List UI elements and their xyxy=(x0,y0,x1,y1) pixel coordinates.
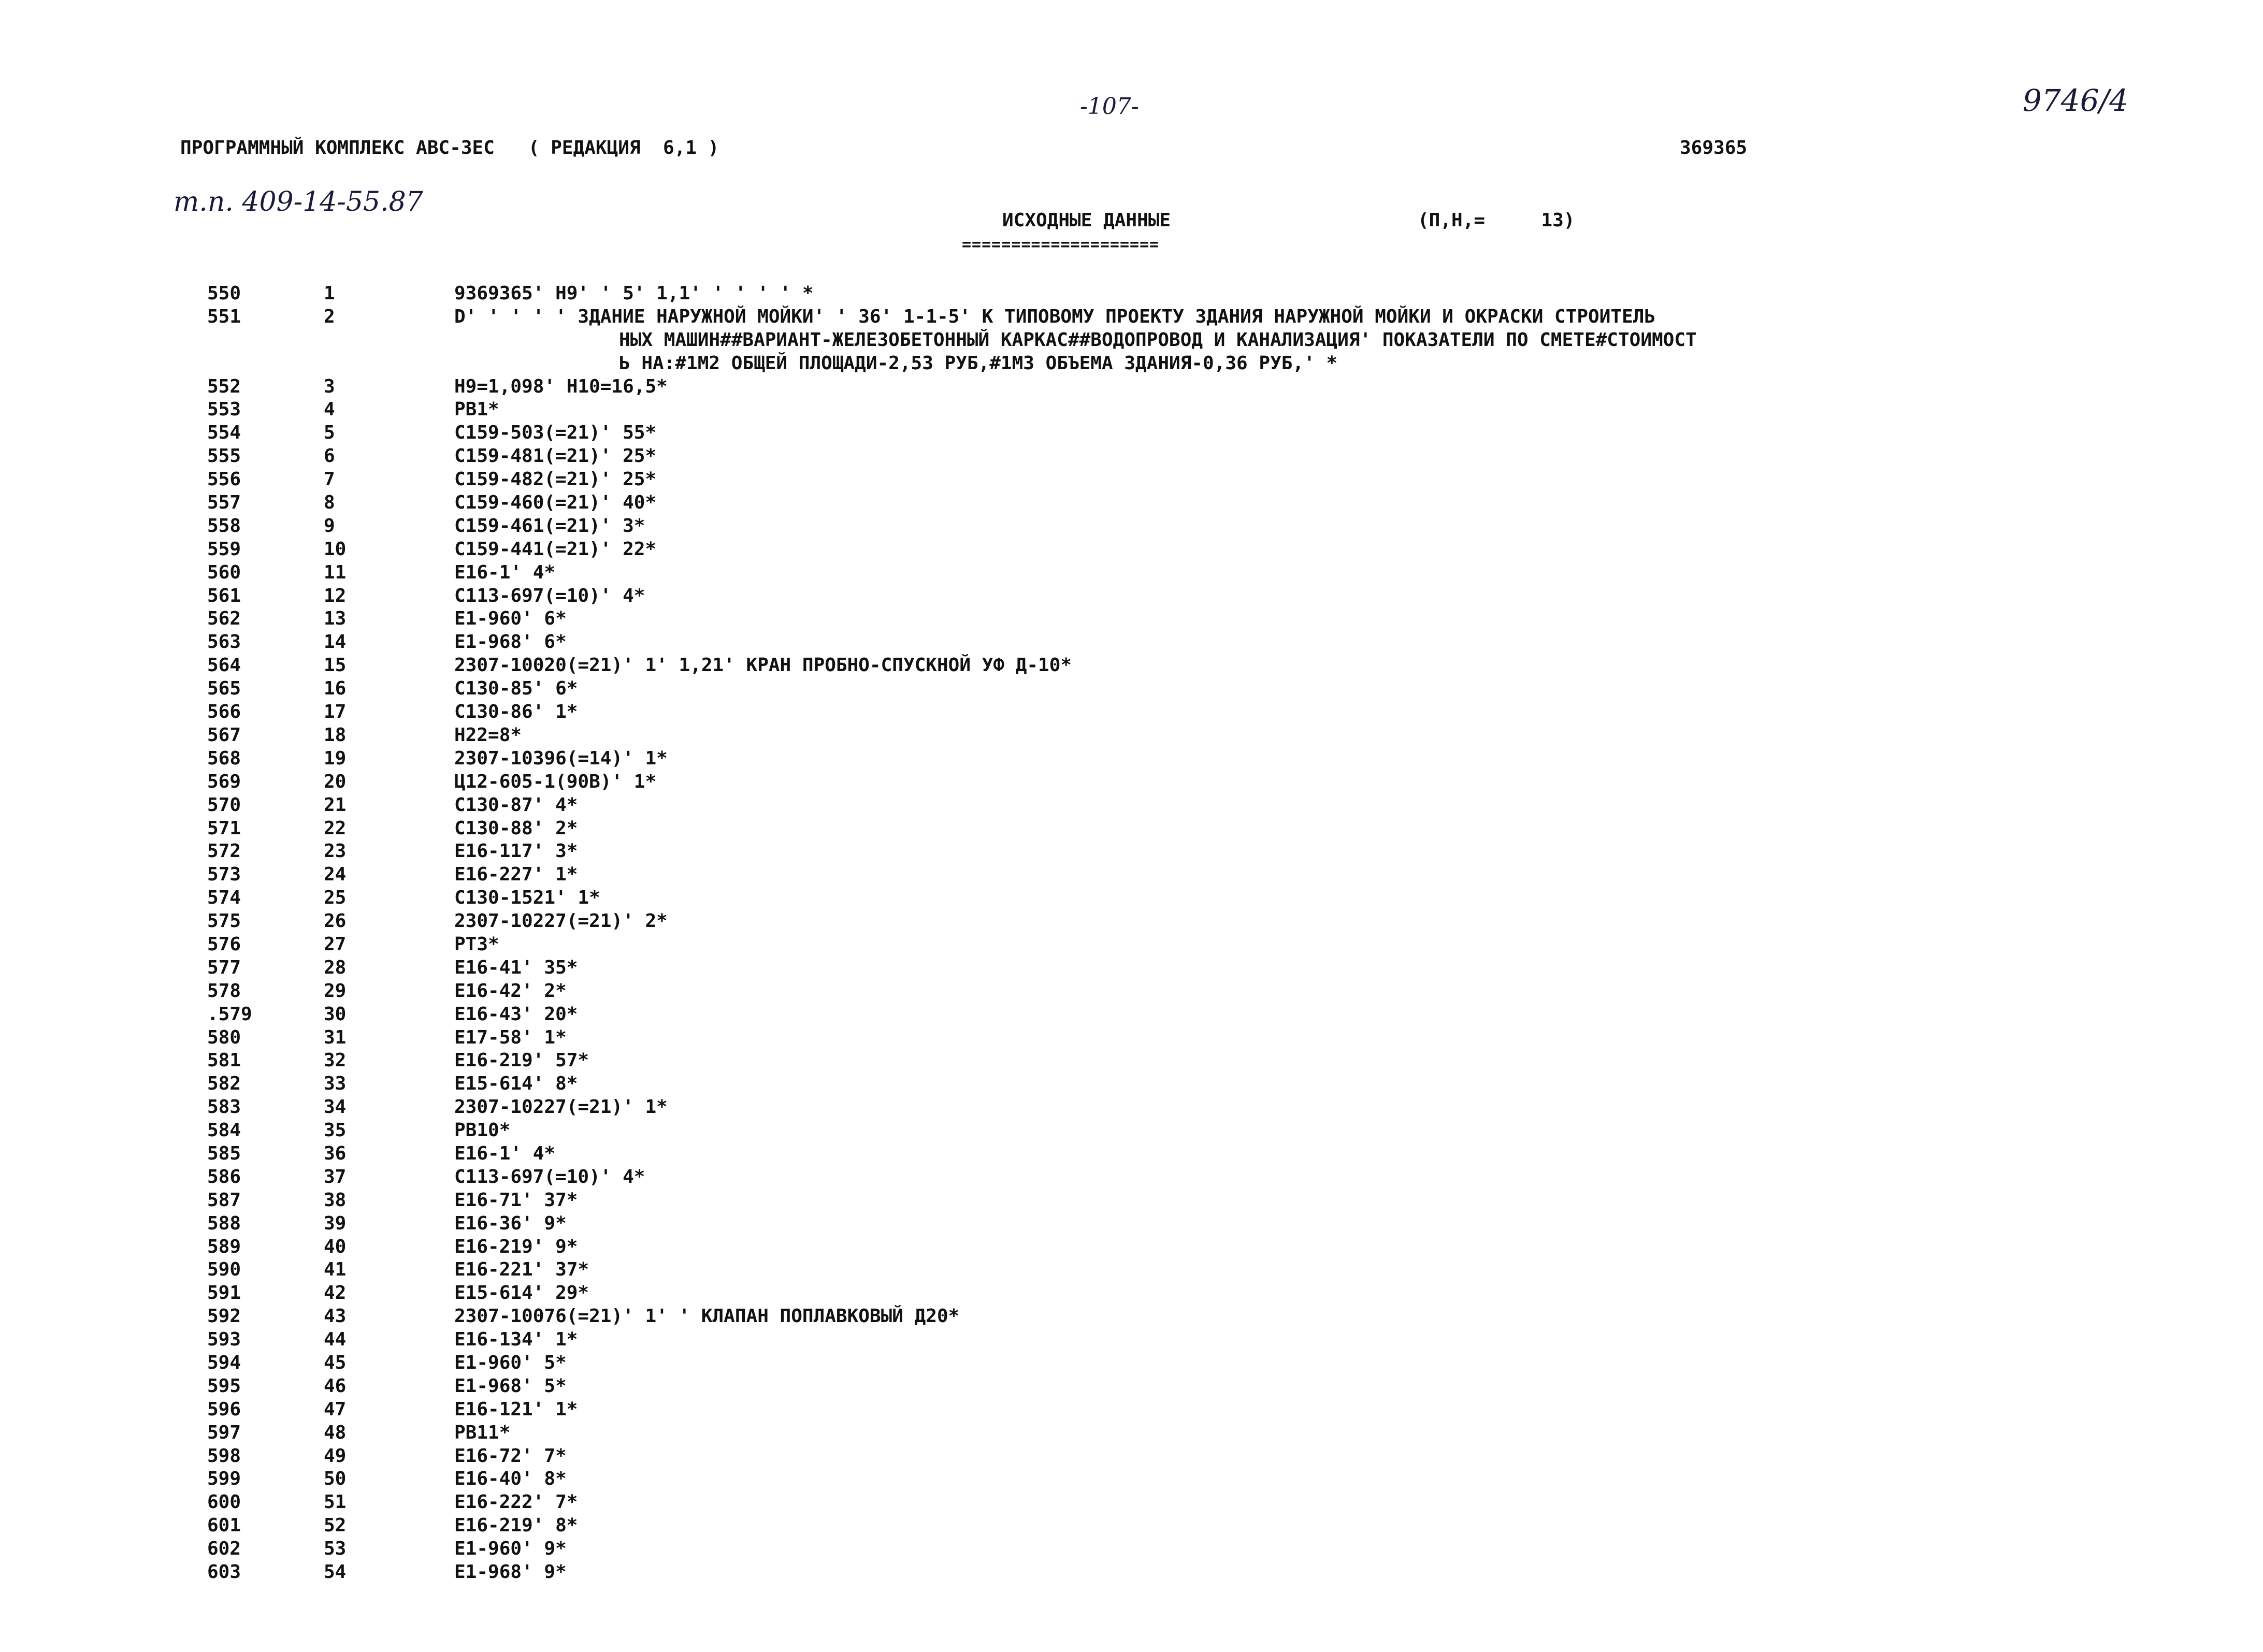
row-content: Е16-117' 3* xyxy=(454,841,578,862)
listing-row xyxy=(0,1282,2263,1305)
listing-row xyxy=(0,1445,2263,1468)
listing-row xyxy=(0,468,2263,491)
row-line-number: 18 xyxy=(324,724,347,746)
row-content: Е16-222' 7* xyxy=(454,1491,578,1513)
row-line-number: 15 xyxy=(324,655,347,676)
row-sequence-number: 561 xyxy=(207,585,241,606)
listing-row xyxy=(0,422,2263,445)
listing-row xyxy=(0,1328,2263,1352)
row-sequence-number: 569 xyxy=(207,771,241,792)
listing-row xyxy=(0,701,2263,724)
row-content: Е16-227' 1* xyxy=(454,864,578,886)
listing-row xyxy=(0,398,2263,422)
listing-row xyxy=(0,306,2263,375)
row-line-number: 28 xyxy=(324,957,347,978)
row-line-number: 22 xyxy=(324,817,347,839)
listing-row xyxy=(0,1468,2263,1491)
row-content: Е1-968' 5* xyxy=(454,1375,567,1397)
listing-row xyxy=(0,1166,2263,1189)
project-reference: т.п. 409-14-55.87 xyxy=(174,186,423,218)
row-sequence-number: 554 xyxy=(207,422,241,444)
row-line-number: 46 xyxy=(324,1375,347,1397)
row-line-number: 33 xyxy=(324,1073,347,1095)
row-sequence-number: 584 xyxy=(207,1120,241,1141)
row-sequence-number: 563 xyxy=(207,631,241,653)
row-content: С113-697(=10)' 4* xyxy=(454,585,645,606)
listing-row xyxy=(0,1305,2263,1328)
row-sequence-number: 595 xyxy=(207,1375,241,1397)
row-content: Е16-41' 35* xyxy=(454,957,578,978)
row-line-number: 52 xyxy=(324,1515,347,1537)
row-line-number: 45 xyxy=(324,1352,347,1373)
row-sequence-number: 598 xyxy=(207,1445,241,1467)
row-sequence-number: 568 xyxy=(207,747,241,769)
row-content: 2307-10076(=21)' 1' ' КЛАПАН ПОПЛАВКОВЫЙ Д20* xyxy=(454,1306,960,1327)
row-line-number: 27 xyxy=(324,933,347,955)
row-content: Е16-72' 7* xyxy=(454,1445,567,1467)
row-sequence-number: 571 xyxy=(207,817,241,839)
listing-row xyxy=(0,631,2263,654)
listing-row xyxy=(0,375,2263,399)
row-sequence-number: 592 xyxy=(207,1306,241,1327)
row-sequence-number: 588 xyxy=(207,1212,241,1234)
row-sequence-number: 603 xyxy=(207,1561,241,1583)
row-sequence-number: 586 xyxy=(207,1166,241,1187)
row-content: Е1-960' 9* xyxy=(454,1538,567,1560)
listing-row xyxy=(0,1096,2263,1119)
row-sequence-number: 597 xyxy=(207,1422,241,1443)
listing-row xyxy=(0,747,2263,771)
row-line-number: 44 xyxy=(324,1329,347,1351)
row-line-number: 42 xyxy=(324,1282,347,1304)
listing-row xyxy=(0,1491,2263,1514)
listing-row xyxy=(0,817,2263,841)
row-line-number: 16 xyxy=(324,678,347,700)
row-content-continuation: НЫХ МАШИН##ВАРИАНТ-ЖЕЛЕЗОБЕТОННЫЙ КАРКАС##ВОДОПРОВОД И КАНАЛИЗАЦИЯ' ПОКАЗАТЕЛИ ПО СМЕТЕ#СТОИМОСТ xyxy=(619,329,1697,351)
row-line-number: 49 xyxy=(324,1445,347,1467)
listing-row xyxy=(0,585,2263,608)
row-sequence-number: 555 xyxy=(207,445,241,467)
listing-row xyxy=(0,1561,2263,1584)
listing-row xyxy=(0,771,2263,794)
row-content: 2307-10227(=21)' 2* xyxy=(454,910,668,932)
listing-row xyxy=(0,282,2263,306)
row-sequence-number: 590 xyxy=(207,1259,241,1281)
row-sequence-number: 573 xyxy=(207,864,241,886)
row-sequence-number: 583 xyxy=(207,1096,241,1118)
row-sequence-number: 557 xyxy=(207,492,241,514)
row-content: 9369365' Н9' ' 5' 1,1' ' ' ' ' * xyxy=(454,283,814,304)
row-sequence-number: 560 xyxy=(207,561,241,583)
listing-row xyxy=(0,1422,2263,1445)
row-sequence-number: 562 xyxy=(207,608,241,630)
row-sequence-number: 596 xyxy=(207,1398,241,1420)
row-content: Е16-219' 9* xyxy=(454,1236,578,1257)
row-sequence-number: 570 xyxy=(207,794,241,816)
listing-row xyxy=(0,491,2263,515)
listing-row xyxy=(0,887,2263,910)
row-line-number: 14 xyxy=(324,631,347,653)
row-line-number: 13 xyxy=(324,608,347,630)
row-line-number: 11 xyxy=(324,561,347,583)
row-sequence-number: 602 xyxy=(207,1538,241,1560)
row-content: Е16-1' 4* xyxy=(454,1142,556,1164)
row-sequence-number: 599 xyxy=(207,1468,241,1490)
row-sequence-number: 550 xyxy=(207,283,241,304)
row-line-number: 3 xyxy=(324,375,335,397)
corner-handwritten-note: 9746/4 xyxy=(2023,83,2129,118)
row-content: 2307-10020(=21)' 1' 1,21' КРАН ПРОБНО-СПУСКНОЙ УФ Д-10* xyxy=(454,655,1072,676)
row-line-number: 4 xyxy=(324,399,335,421)
row-line-number: 32 xyxy=(324,1050,347,1071)
listing-row xyxy=(0,654,2263,677)
listing-row xyxy=(0,1212,2263,1236)
row-line-number: 20 xyxy=(324,771,347,792)
row-content-continuation: Ь НА:#1М2 ОБЩЕЙ ПЛОЩАДИ-2,53 РУБ,#1М3 ОБЪЕМА ЗДАНИЯ-0,36 РУБ,' * xyxy=(619,352,1338,374)
row-line-number: 19 xyxy=(324,747,347,769)
listing-row xyxy=(0,957,2263,980)
row-line-number: 25 xyxy=(324,887,347,909)
row-line-number: 30 xyxy=(324,1003,347,1025)
listing-row xyxy=(0,1003,2263,1026)
listing-row xyxy=(0,1236,2263,1259)
row-content: Е16-71' 37* xyxy=(454,1189,578,1211)
row-sequence-number: 582 xyxy=(207,1073,241,1095)
row-sequence-number: 591 xyxy=(207,1282,241,1304)
row-content: С159-460(=21)' 40* xyxy=(454,492,657,514)
row-sequence-number: 572 xyxy=(207,841,241,862)
row-content: Е16-42' 2* xyxy=(454,980,567,1002)
listing-row xyxy=(0,1073,2263,1096)
row-content: Ц12-605-1(90В)' 1* xyxy=(454,771,657,792)
row-sequence-number: 593 xyxy=(207,1329,241,1351)
row-line-number: 17 xyxy=(324,701,347,723)
row-sequence-number: 580 xyxy=(207,1026,241,1048)
row-line-number: 54 xyxy=(324,1561,347,1583)
row-line-number: 2 xyxy=(324,306,335,327)
listing-row xyxy=(0,1189,2263,1212)
row-content: Е1-960' 5* xyxy=(454,1352,567,1373)
row-line-number: 9 xyxy=(324,515,335,537)
row-sequence-number: 575 xyxy=(207,910,241,932)
row-line-number: 40 xyxy=(324,1236,347,1257)
row-line-number: 50 xyxy=(324,1468,347,1490)
page-number: -107- xyxy=(1080,93,1139,120)
listing-row xyxy=(0,1514,2263,1538)
row-sequence-number: 553 xyxy=(207,399,241,421)
row-content: Е1-968' 9* xyxy=(454,1561,567,1583)
row-content: РВ11* xyxy=(454,1422,511,1443)
row-content: РТ3* xyxy=(454,933,499,955)
row-line-number: 1 xyxy=(324,283,335,304)
listing-row xyxy=(0,840,2263,863)
row-content: Е16-219' 57* xyxy=(454,1050,589,1071)
row-content: Е1-968' 6* xyxy=(454,631,567,653)
listing-row xyxy=(0,607,2263,631)
data-listing xyxy=(0,282,2263,1584)
row-line-number: 38 xyxy=(324,1189,347,1211)
listing-row xyxy=(0,1398,2263,1422)
row-sequence-number: 594 xyxy=(207,1352,241,1373)
row-sequence-number: 574 xyxy=(207,887,241,909)
row-line-number: 12 xyxy=(324,585,347,606)
row-line-number: 29 xyxy=(324,980,347,1002)
row-content: Е17-58' 1* xyxy=(454,1026,567,1048)
listing-row xyxy=(0,863,2263,887)
row-line-number: 41 xyxy=(324,1259,347,1281)
row-content: Н22=8* xyxy=(454,724,522,746)
row-sequence-number: 559 xyxy=(207,538,241,560)
row-content: Е16-1' 4* xyxy=(454,561,556,583)
row-line-number: 26 xyxy=(324,910,347,932)
row-sequence-number: 567 xyxy=(207,724,241,746)
section-underline: ==================== xyxy=(962,236,1160,254)
row-sequence-number: 565 xyxy=(207,678,241,700)
row-line-number: 6 xyxy=(324,445,335,467)
row-sequence-number: 556 xyxy=(207,469,241,490)
row-content: D' ' ' ' ' ЗДАНИЕ НАРУЖНОЙ МОЙКИ' ' 36' 1-1-5' К ТИПОВОМУ ПРОЕКТУ ЗДАНИЯ НАРУЖНОЙ МОЙКИ И ОКРАСКИ СТРОИТЕЛЬ xyxy=(454,306,1656,327)
row-line-number: 24 xyxy=(324,864,347,886)
row-content: С159-503(=21)' 55* xyxy=(454,422,657,444)
row-line-number: 8 xyxy=(324,492,335,514)
row-content: 2307-10227(=21)' 1* xyxy=(454,1096,668,1118)
listing-row xyxy=(0,538,2263,561)
row-line-number: 39 xyxy=(324,1212,347,1234)
row-line-number: 5 xyxy=(324,422,335,444)
row-content: Е15-614' 8* xyxy=(454,1073,578,1095)
row-content: С130-87' 4* xyxy=(454,794,578,816)
program-title: ПРОГРАММНЫЙ КОМПЛЕКС АВС-3ЕС ( РЕДАКЦИЯ 6,1 ) xyxy=(180,137,719,158)
row-line-number: 53 xyxy=(324,1538,347,1560)
row-content: С130-1521' 1* xyxy=(454,887,600,909)
listing-row xyxy=(0,1258,2263,1282)
row-content: С130-86' 1* xyxy=(454,701,578,723)
row-line-number: 51 xyxy=(324,1491,347,1513)
listing-row xyxy=(0,1026,2263,1050)
row-content: Е16-121' 1* xyxy=(454,1398,578,1420)
row-line-number: 31 xyxy=(324,1026,347,1048)
listing-row xyxy=(0,910,2263,933)
listing-row xyxy=(0,1119,2263,1142)
row-content: 2307-10396(=14)' 1* xyxy=(454,747,668,769)
listing-row xyxy=(0,1142,2263,1166)
row-sequence-number: 576 xyxy=(207,933,241,955)
row-line-number: 37 xyxy=(324,1166,347,1187)
row-content: Е16-221' 37* xyxy=(454,1259,589,1281)
row-sequence-number: 600 xyxy=(207,1491,241,1513)
row-content: С130-88' 2* xyxy=(454,817,578,839)
row-content: Е16-40' 8* xyxy=(454,1468,567,1490)
listing-row xyxy=(0,933,2263,957)
row-line-number: 10 xyxy=(324,538,347,560)
listing-row xyxy=(0,980,2263,1003)
row-line-number: 35 xyxy=(324,1120,347,1141)
row-sequence-number: .579 xyxy=(207,1003,252,1025)
row-content: С130-85' 6* xyxy=(454,678,578,700)
listing-row xyxy=(0,515,2263,538)
row-line-number: 47 xyxy=(324,1398,347,1420)
row-content: Е16-219' 8* xyxy=(454,1515,578,1537)
row-content: Е16-43' 20* xyxy=(454,1003,578,1025)
row-content: С159-481(=21)' 25* xyxy=(454,445,657,467)
listing-row xyxy=(0,1049,2263,1073)
row-content: Е15-614' 29* xyxy=(454,1282,589,1304)
row-content: С159-441(=21)' 22* xyxy=(454,538,657,560)
section-title: ИСХОДНЫЕ ДАННЫЕ xyxy=(1002,210,1171,231)
row-sequence-number: 577 xyxy=(207,957,241,978)
row-sequence-number: 551 xyxy=(207,306,241,327)
row-sequence-number: 585 xyxy=(207,1142,241,1164)
listing-row xyxy=(0,1538,2263,1561)
row-sequence-number: 601 xyxy=(207,1515,241,1537)
row-content: С113-697(=10)' 4* xyxy=(454,1166,645,1187)
row-content: Е16-36' 9* xyxy=(454,1212,567,1234)
row-sequence-number: 552 xyxy=(207,375,241,397)
row-sequence-number: 581 xyxy=(207,1050,241,1071)
listing-row xyxy=(0,445,2263,468)
row-line-number: 43 xyxy=(324,1306,347,1327)
row-sequence-number: 589 xyxy=(207,1236,241,1257)
row-sequence-number: 587 xyxy=(207,1189,241,1211)
row-line-number: 23 xyxy=(324,841,347,862)
row-line-number: 36 xyxy=(324,1142,347,1164)
row-sequence-number: 566 xyxy=(207,701,241,723)
listing-row xyxy=(0,1375,2263,1398)
row-content: Е1-960' 6* xyxy=(454,608,567,630)
row-content: Н9=1,098' Н10=16,5* xyxy=(454,375,668,397)
section-parameter: (П,Н,= 13) xyxy=(1418,210,1575,231)
row-sequence-number: 578 xyxy=(207,980,241,1002)
row-line-number: 21 xyxy=(324,794,347,816)
row-line-number: 7 xyxy=(324,469,335,490)
row-sequence-number: 558 xyxy=(207,515,241,537)
row-line-number: 34 xyxy=(324,1096,347,1118)
row-content: С159-461(=21)' 3* xyxy=(454,515,645,537)
row-content: Е16-134' 1* xyxy=(454,1329,578,1351)
listing-row xyxy=(0,677,2263,701)
row-content: РВ10* xyxy=(454,1120,511,1141)
row-content: РВ1* xyxy=(454,399,499,421)
listing-row xyxy=(0,724,2263,747)
listing-row xyxy=(0,561,2263,585)
row-content: С159-482(=21)' 25* xyxy=(454,469,657,490)
listing-row xyxy=(0,1352,2263,1375)
listing-row xyxy=(0,794,2263,817)
row-line-number: 48 xyxy=(324,1422,347,1443)
row-sequence-number: 564 xyxy=(207,655,241,676)
document-code: 369365 xyxy=(1680,137,1748,158)
